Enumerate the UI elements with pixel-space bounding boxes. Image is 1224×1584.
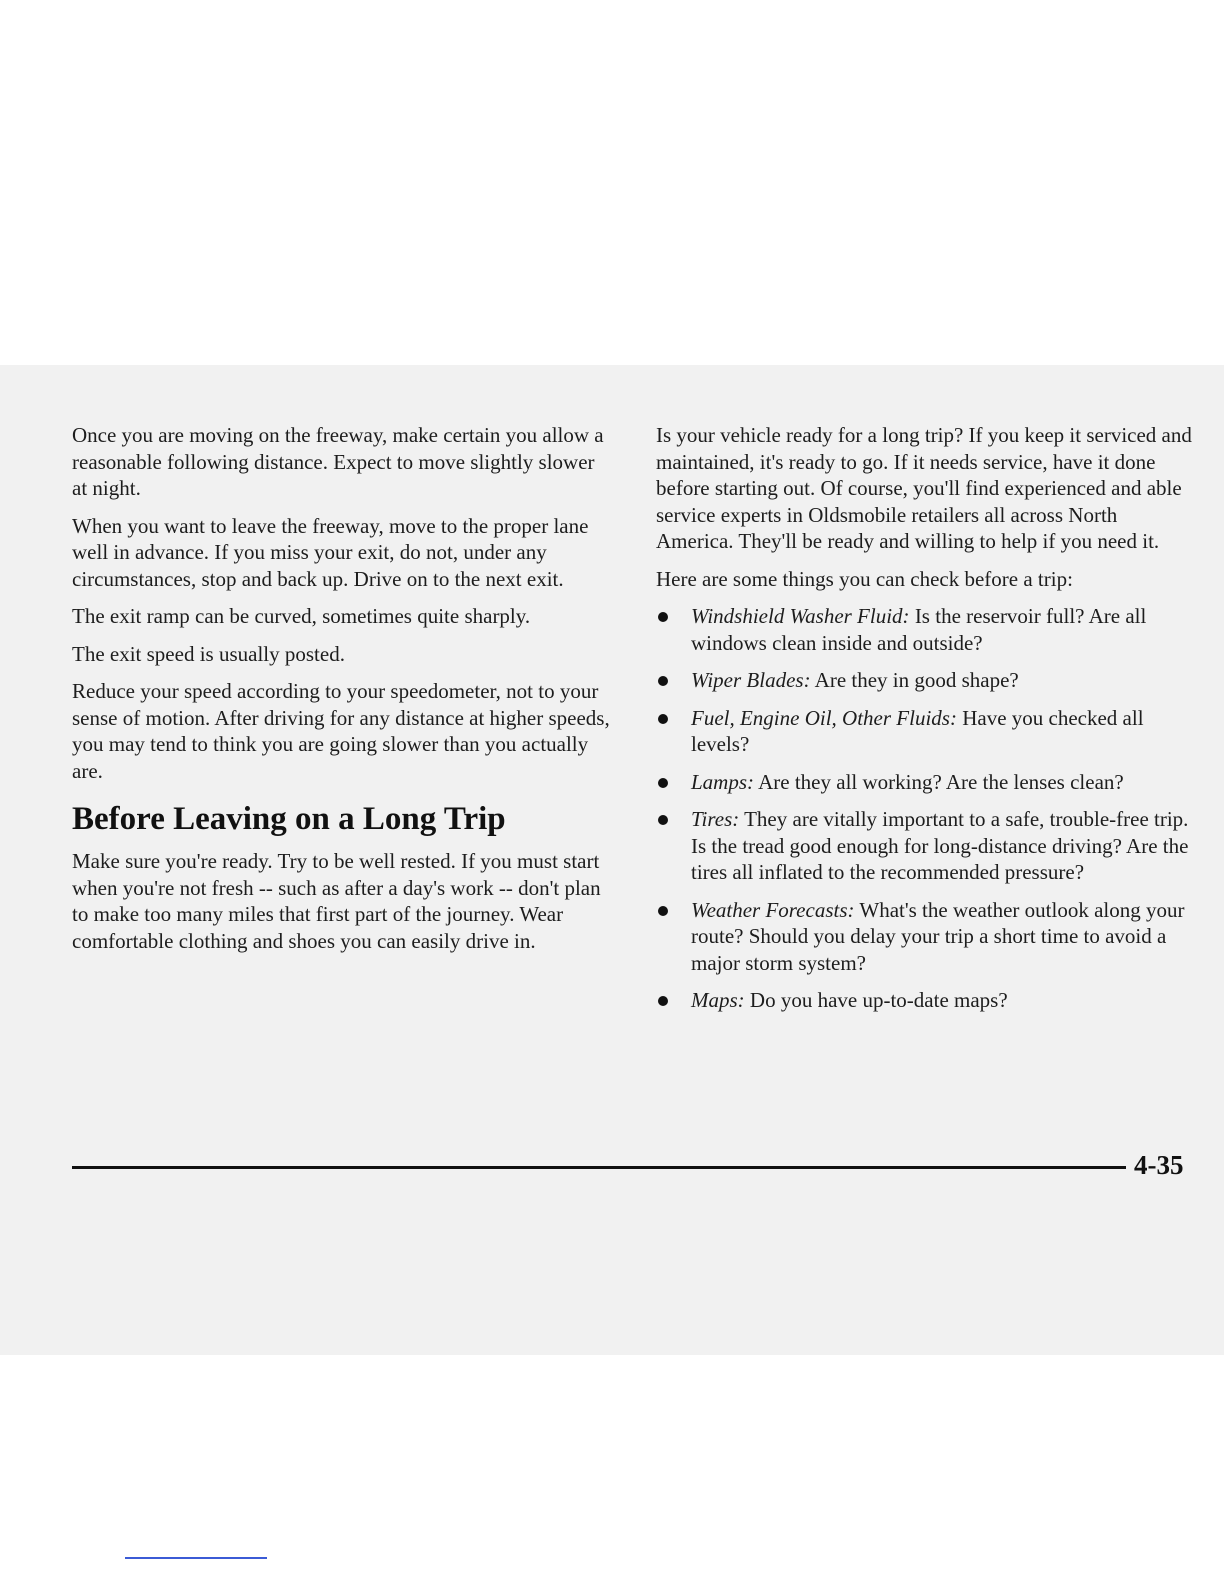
paragraph-exit-ramp: The exit ramp can be curved, sometimes quite sharply. [72,604,531,628]
paragraph-exit-speed: The exit speed is usually posted. [72,641,345,666]
checklist-item [656,705,1196,758]
checklist-term: Tires: [691,807,740,831]
checklist-term: Weather Forecasts: [691,897,855,922]
checklist-text: Are they in good shape? [810,668,1019,692]
bullet-icon [658,612,668,622]
bullet-icon [658,676,668,686]
page-number: 4-35 [1134,1150,1184,1180]
left-column [72,422,612,965]
checklist-text: They are vitally important to a safe, trouble-free trip. Is the tread good enough for long-distance driving? Are the tires all inflated to the recommended pressure? [691,807,1189,884]
checklist-term: Maps: [691,988,745,1012]
checklist-text: Is the reservoir full? Are all windows clean inside and outside? [691,604,1147,655]
footer-rule [72,1166,1126,1169]
checklist [656,603,1196,1014]
checklist-term: Fuel, Engine Oil, Other Fluids: [691,705,957,730]
checklist-item [656,667,1196,694]
checklist-term: Lamps: [691,769,755,794]
checklist-text: What's the weather outlook along your route? Should you delay your trip a short time to avoid a major storm system? [691,897,1185,975]
checklist-term: Wiper Blades: [691,668,811,692]
bullet-icon [658,815,668,825]
bullet-icon [658,996,668,1006]
checklist-term: Windshield Washer Fluid: [691,604,910,628]
checklist-text: Have you checked all levels? [691,705,1144,756]
bullet-icon [658,714,668,724]
paragraph-vehicle-ready: Is your vehicle ready for a long trip? If you keep it serviced and maintained, it's ready to go. If it needs service, have it done before starting out. Of course, you'll find experienced and able service experts in Oldsmobile retailers all across North America. They'll be ready and willing to help if you need it. [656,423,1192,553]
checklist-item [656,806,1196,886]
paragraph-freeway-distance: Once you are moving on the freeway, make certain you allow a reasonable following distance. Expect to move slightly slower at night. [72,423,604,500]
paragraph-checklist-lead: Here are some things you can check before a trip: [656,566,1073,591]
right-column [656,422,1196,1025]
bullet-icon [658,778,668,788]
paragraph-be-ready: Make sure you're ready. Try to be well rested. If you must start when you're not fresh -- such as after a day's work -- don't plan to make too many miles that first part of the journey. Wear comfortable clothing and shoes you can easily drive in. [72,849,601,953]
checklist-item [656,897,1196,977]
checklist-text: Do you have up-to-date maps? [744,988,1008,1012]
checklist-item [656,769,1196,796]
bullet-icon [658,906,668,916]
paragraph-reduce-speed: Reduce your speed according to your speedometer, not to your sense of motion. After driving for any distance at higher speeds, you may tend to think you are going slower than you actually are. [72,679,610,783]
paragraph-leaving-freeway: When you want to leave the freeway, move to the proper lane well in advance. If you miss your exit, do not, under any circumstances, stop and back up. Drive on to the next exit. [72,513,589,591]
checklist-item [656,987,1196,1014]
checklist-item [656,603,1196,656]
footer-link-underline [125,1557,267,1559]
section-heading: Before Leaving on a Long Trip [72,801,506,837]
checklist-text: Are they all working? Are the lenses clean? [754,769,1124,794]
